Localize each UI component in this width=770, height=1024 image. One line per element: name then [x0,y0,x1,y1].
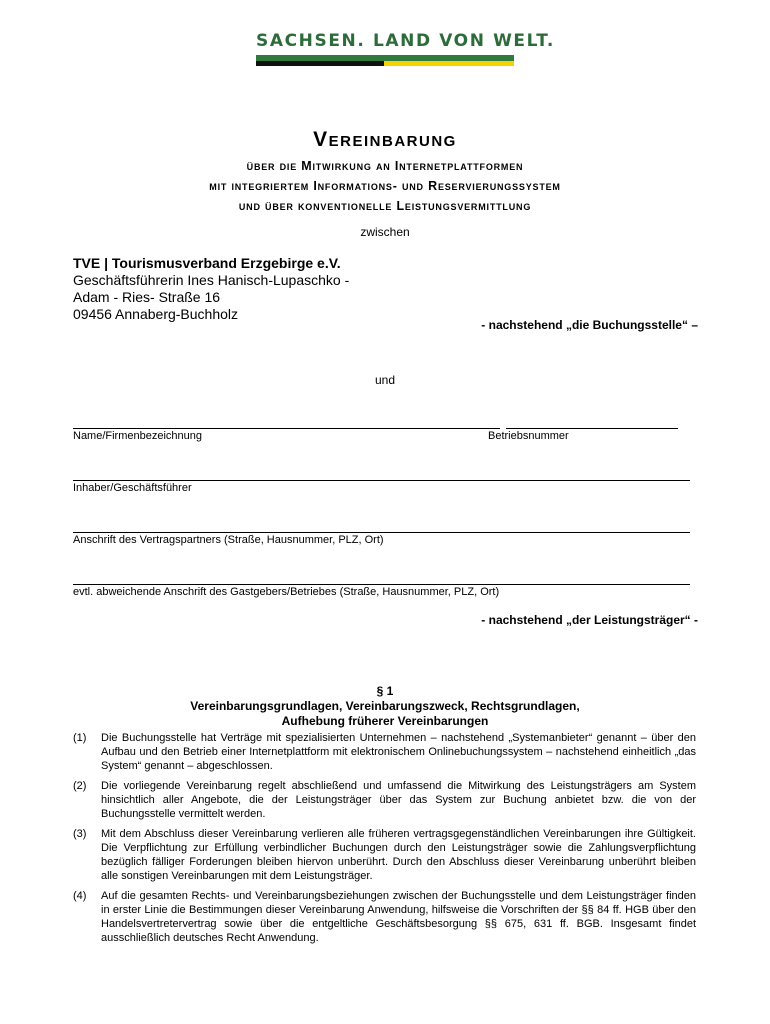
name-field-label: Name/Firmenbezeichnung [73,430,203,442]
host-address-field-label: evtl. abweichende Anschrift des Gastgebers/Betriebes (Straße, Hausnummer, PLZ, Ort) [73,586,500,598]
title-subline-3: und über konventionelle Leistungsvermittlung [238,199,532,213]
section-title-line-2: Aufhebung früherer Vereinbarungen [281,714,489,728]
between-label: zwischen [360,225,410,239]
address-field-line[interactable] [73,532,690,533]
booking-office-role: - nachstehend „die Buchungsstelle“ – [481,318,698,332]
document-title: Vereinbarung [313,128,457,151]
clause-text: Die vorliegende Vereinbarung regelt abschließend und umfassend die Mitwirkung des Leistungsträgers am System hinsichtlich aller Angebote, die der Leistungsträger über das System zur Buchung anbietet bzw. die von der Buchungsstelle vermittelt werden. [101,780,696,820]
section-number: § 1 [376,684,394,698]
party-name: TVE | Tourismusverband Erzgebirge e.V. [73,255,341,271]
clause-text: Mit dem Abschluss dieser Vereinbarung verlieren alle früheren vertragsgegenständlichen Vereinbarungen ihre Gültigkeit. Die Verpflichtung zur Erfüllung verbindlicher Buchungen durch den Leistungsträger sowie die Zahlungsverpflichtung bezüglich fälliger Forderungen bleiben hiervon unberührt. Durch den Abschluss dieser Vereinbarung unberührt bleiben alle sonstigen Vereinbarungen mit dem Leistungsträger. [101,828,696,882]
section-1-clauses [73,731,696,951]
service-provider-role: - nachstehend „der Leistungsträger“ - [481,613,698,627]
logo-flag-bar [256,55,514,67]
clause-item [73,779,696,821]
logo-wordmark: SACHSEN. LAND VON WELT. [256,31,555,51]
section-title-line-1: Vereinbarungsgrundlagen, Vereinbarungszweck, Rechtsgrundlagen, [190,699,580,713]
section-1-heading [0,684,770,729]
party-manager: Geschäftsführerin Ines Hanisch-Lupaschko - [73,272,350,288]
title-subline-1: über die Mitwirkung an Internetplattformen [246,159,524,173]
clause-text: Die Buchungsstelle hat Verträge mit spezialisierten Unternehmen – nachstehend „Systemanbieter“ genannt – über den Aufbau und den Betrieb einer Internetplattform mit elektronischem Onlinebuchungssystem – nachstehend einheitlich „das System“ genannt – abgeschlossen. [101,732,696,772]
clause-number: (3) [73,828,87,840]
clause-item [73,827,696,883]
address-field-label: Anschrift des Vertragspartners (Straße, Hausnummer, PLZ, Ort) [73,534,384,546]
party-city: 09456 Annaberg-Buchholz [73,306,239,322]
and-label: und [374,373,396,387]
business-number-label: Betriebsnummer [488,430,569,442]
logo-yellow-stripe [384,61,514,66]
clause-text: Auf die gesamten Rechts- und Vereinbarungsbeziehungen zwischen der Buchungsstelle und dem Leistungsträger finden in erster Linie die Bestimmungen dieser Vereinbarung Anwendung, hilfsweise die Vorschriften der §§ 84 ff. HGB über den Handelsvertretervertrag sowie über die entgeltliche Geschäftsbesorgung §§ 675, 631 ff. BGB. Insgesamt findet ausschließlich deutsches Recht Anwendung. [101,890,696,944]
party-booking-office [73,255,349,323]
owner-field-label: Inhaber/Geschäftsführer [73,482,192,494]
clause-number: (2) [73,780,87,792]
title-block [0,128,770,216]
party-street: Adam - Ries- Straße 16 [73,289,221,305]
title-subline-2: mit integriertem Informations- und Reservierungssystem [209,179,561,193]
name-field-line[interactable] [73,428,500,429]
logo-black-stripe [256,61,384,66]
host-address-field-line[interactable] [73,584,690,585]
clause-item [73,889,696,945]
clause-item [73,731,696,773]
clause-number: (4) [73,890,87,902]
owner-field-line[interactable] [73,480,690,481]
clause-number: (1) [73,732,87,744]
business-number-field-line[interactable] [506,428,678,429]
